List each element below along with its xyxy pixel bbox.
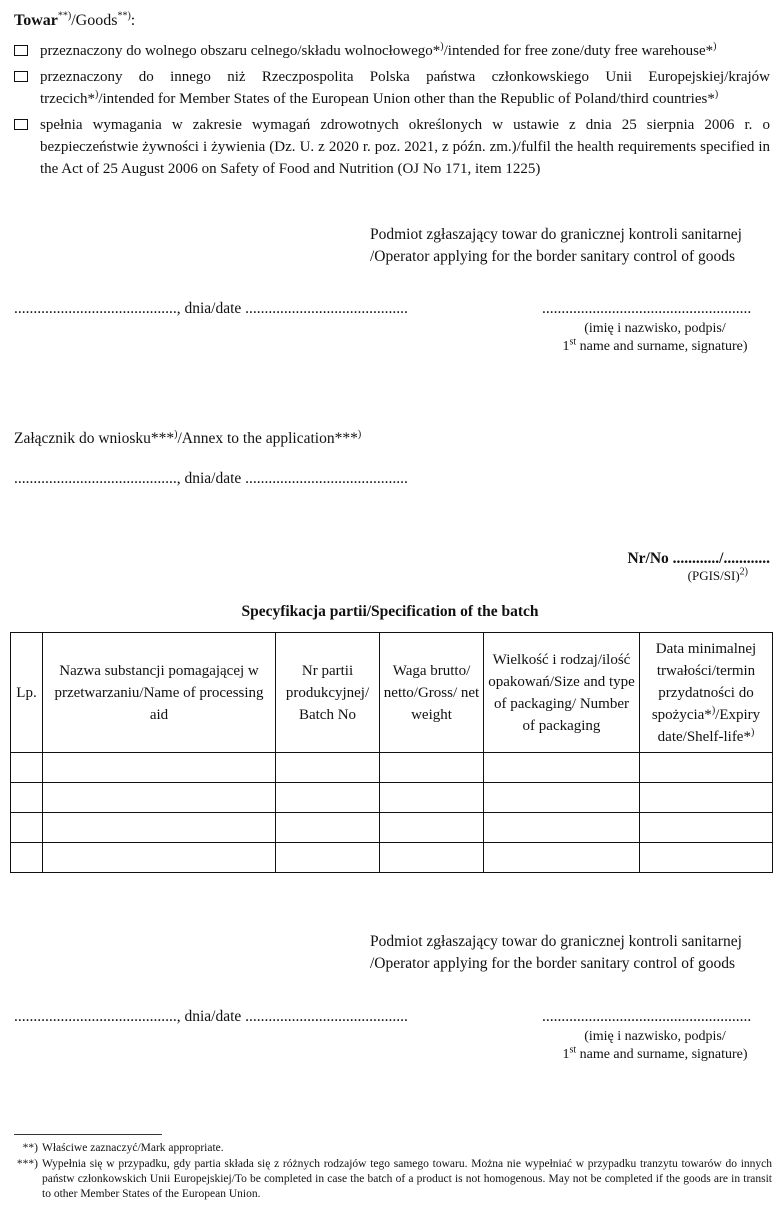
goods-heading-rest: /Goods [71, 12, 118, 29]
checkbox-free-zone[interactable] [14, 45, 28, 56]
header-batch-no: Nr partii produkcyjnej/ Batch No [276, 633, 380, 753]
header-processing-aid: Nazwa substancji pomagającej w przetwarzaniu/Name of processing aid [43, 633, 276, 753]
checkbox-member-states[interactable] [14, 71, 28, 82]
checkbox-item-free-zone[interactable] [14, 40, 770, 62]
table-cell[interactable] [43, 753, 276, 783]
signature-caption-line1: (imię i nazwisko, podpis/ [584, 321, 726, 336]
pgis-label: (PGIS/SI)$^{2)}$ [687, 566, 748, 583]
annex-date-field[interactable]: .........................................., dnia/date .......................................... [14, 470, 408, 487]
table-cell[interactable] [11, 753, 43, 783]
header-packaging: Wielkość i rodzaj/ilość opakowań/Size and type of packaging/ Number of packaging [484, 633, 640, 753]
table-cell[interactable] [276, 813, 380, 843]
table-cell[interactable] [640, 753, 773, 783]
goods-heading-colon: : [130, 12, 136, 29]
table-row [11, 783, 773, 813]
table-cell[interactable] [276, 843, 380, 873]
table-cell[interactable] [11, 813, 43, 843]
goods-heading-mark2: **) [117, 10, 131, 22]
footnote-marker: **) [22, 1142, 38, 1154]
operator-line1-bottom: Podmiot zgłaszający towar do granicznej kontroli sanitarnej [370, 933, 742, 950]
operator-line2: /Operator applying for the border sanitary control of goods [370, 248, 736, 265]
specification-title: Specyfikacja partii/Specification of the batch [241, 603, 539, 620]
table-cell[interactable] [11, 843, 43, 873]
operator-label-bottom [370, 931, 770, 975]
footnote-text: Wypełnia się w przypadku, gdy partia składa się z różnych rodzajów tego samego towaru. Można nie wypełniać w przypadku tranzytu towarów do innych państw członkowskich Unii Europejskiej/To be completed in case the batch of a product is not homogenous. May not be completed if the goods are in transit to other Member States of the European Union. [42, 1158, 772, 1200]
signature-caption-line2: 1st name and surname, signature) [562, 336, 748, 354]
header-expiry-date: Data minimalnej trwałości/termin przydatności do spożycia*)/Expiry date/Shelf-life*) [640, 633, 773, 753]
signature-caption-bottom [540, 1028, 770, 1064]
table-cell[interactable] [484, 753, 640, 783]
table-cell[interactable] [380, 783, 484, 813]
table-cell[interactable] [43, 813, 276, 843]
table-header-row [11, 633, 773, 753]
checkbox-label-health-requirements: spełnia wymagania w zakresie wymagań zdrowotnych określonych w ustawie z dnia 25 sierpnia 2006 r. o bezpieczeństwie żywności i żywienia (Dz. U. z 2020 r. poz. 2021, z późn. zm.)/fulfil the health requirements specified in the Act of 25 August 2006 on Safety of Food and Nutrition (OJ No 171, item 1225) [40, 117, 770, 177]
table-cell[interactable] [11, 783, 43, 813]
signature-caption-line2-bottom: 1st name and surname, signature) [562, 1044, 748, 1062]
table-cell[interactable] [380, 813, 484, 843]
signature-caption-line1-bottom: (imię i nazwisko, podpis/ [584, 1029, 726, 1044]
signature-caption-top [540, 320, 770, 356]
table-row [11, 813, 773, 843]
date-field-top[interactable]: .........................................., dnia/date .......................................... [14, 300, 408, 317]
footnote-divider [14, 1134, 162, 1135]
footnote-marker: ***) [16, 1158, 38, 1170]
header-lp: Lp. [11, 633, 43, 753]
goods-heading-bold: Towar [14, 12, 58, 29]
checkbox-label-free-zone: przeznaczony do wolnego obszaru celnego/składu wolnocłowego*)/intended for free zone/duty free warehouse*) [40, 41, 717, 59]
table-cell[interactable] [380, 753, 484, 783]
checkbox-label-member-states: przeznaczony do innego niż Rzeczpospolita Polska państwa członkowskiego Unii Europejskiej/krajów trzecich*)/intended for Member States of the European Union other than the Republic of Poland/third countries*) [40, 69, 770, 107]
table-cell[interactable] [640, 783, 773, 813]
checkbox-item-member-states[interactable] [14, 66, 770, 110]
number-field[interactable]: Nr/No ............/............ [627, 550, 770, 567]
table-cell[interactable] [484, 783, 640, 813]
operator-label-top [370, 224, 770, 268]
footnote-text: Właściwe zaznaczyć/Mark appropriate. [42, 1142, 224, 1154]
table-cell[interactable] [276, 783, 380, 813]
signature-field-bottom[interactable]: ...................................................... [542, 1008, 752, 1025]
signature-field-top[interactable]: ...................................................... [542, 300, 752, 317]
goods-heading-mark1: **) [57, 10, 72, 22]
table-row [11, 843, 773, 873]
date-field-bottom[interactable]: .........................................., dnia/date .......................................... [14, 1008, 408, 1025]
footnote-batch-info [14, 1157, 772, 1202]
header-weight: Waga brutto/ netto/Gross/ net weight [380, 633, 484, 753]
table-row [11, 753, 773, 783]
footnote-mark-appropriate [14, 1141, 772, 1156]
table-cell[interactable] [43, 783, 276, 813]
batch-table [10, 632, 773, 873]
table-cell[interactable] [640, 843, 773, 873]
table-cell[interactable] [484, 843, 640, 873]
operator-line1: Podmiot zgłaszający towar do granicznej kontroli sanitarnej [370, 226, 742, 243]
table-cell[interactable] [276, 753, 380, 783]
table-cell[interactable] [43, 843, 276, 873]
table-cell[interactable] [380, 843, 484, 873]
annex-label: Załącznik do wniosku***)/Annex to the application***) [14, 428, 362, 447]
table-cell[interactable] [640, 813, 773, 843]
checkbox-health-requirements[interactable] [14, 119, 28, 130]
table-cell[interactable] [484, 813, 640, 843]
checkbox-item-health-requirements[interactable] [14, 114, 770, 180]
operator-line2-bottom: /Operator applying for the border sanitary control of goods [370, 955, 736, 972]
goods-heading [14, 12, 135, 30]
